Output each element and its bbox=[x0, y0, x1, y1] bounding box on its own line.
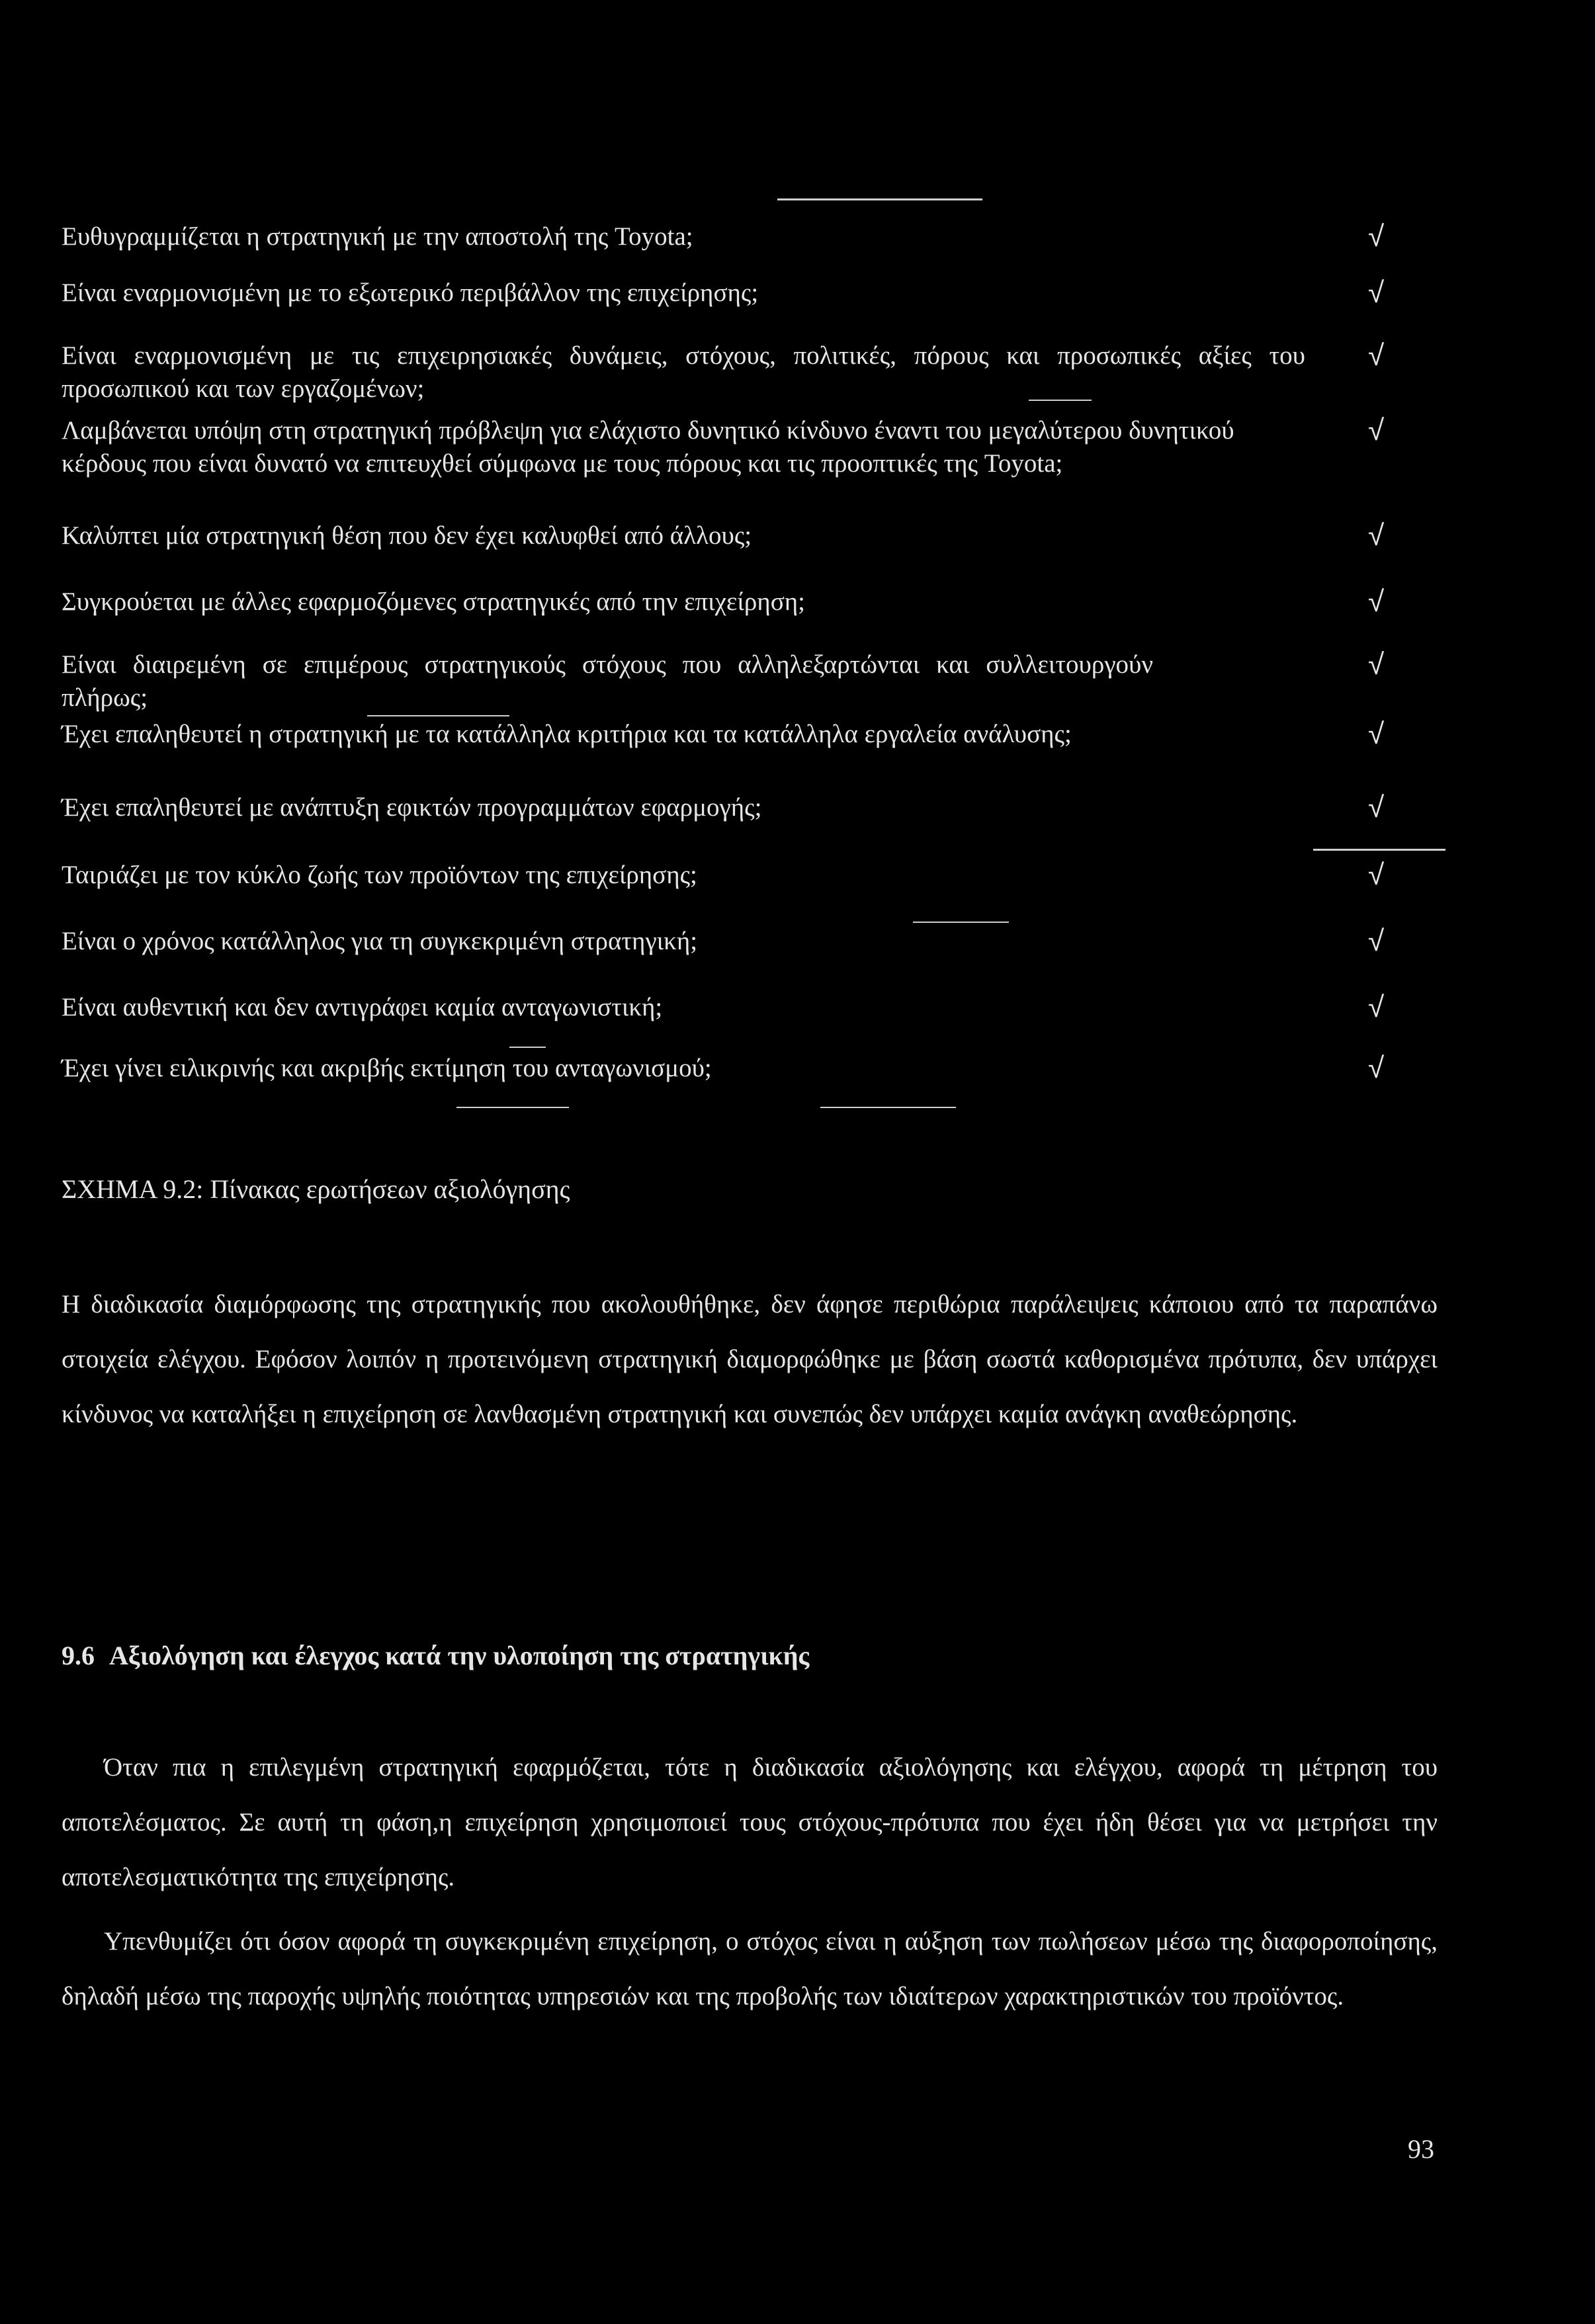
checklist-item bbox=[62, 717, 1385, 751]
section-title: Αξιολόγηση και έλεγχος κατά την υλοποίηση της στρατηγικής bbox=[109, 1641, 810, 1670]
checklist-item bbox=[62, 924, 1385, 958]
check-mark-icon: √ bbox=[1368, 519, 1385, 552]
checklist-question: Έχει επαληθευτεί με ανάπτυξη εφικτών προγραμμάτων εφαρμογής; bbox=[62, 793, 762, 822]
checklist-question: Συγκρούεται με άλλες εφαρμοζόμενες στρατηγικές από την επιχείρηση; bbox=[62, 587, 805, 616]
check-mark-icon: √ bbox=[1368, 924, 1385, 958]
checklist-question: Έχει επαληθευτεί η στρατηγική με τα κατάλληλα κριτήρια και τα κατάλληλα εργαλεία ανάλυσης; bbox=[62, 720, 1072, 748]
checklist-item bbox=[62, 585, 1385, 619]
checklist-item bbox=[62, 990, 1385, 1024]
checklist-item bbox=[62, 791, 1385, 824]
separator-line bbox=[913, 922, 1009, 923]
check-mark-icon: √ bbox=[1368, 858, 1385, 892]
separator-line bbox=[509, 1047, 546, 1048]
checklist-question: Ταιριάζει με τον κύκλο ζωής των προϊόντων της επιχείρησης; bbox=[62, 861, 697, 889]
checklist-item bbox=[62, 339, 1385, 406]
check-mark-icon: √ bbox=[1368, 220, 1385, 253]
section-number: 9.6 bbox=[62, 1641, 95, 1670]
checklist-item bbox=[62, 519, 1385, 552]
separator-line bbox=[820, 1107, 956, 1108]
page-number: 93 bbox=[1408, 2134, 1434, 2164]
check-mark-icon: √ bbox=[1368, 585, 1385, 619]
checklist-question: Είναι ο χρόνος κατάλληλος για τη συγκεκριμένη στρατηγική; bbox=[62, 927, 698, 955]
checklist-question: Καλύπτει μία στρατηγική θέση που δεν έχει καλυφθεί από άλλους; bbox=[62, 521, 752, 550]
checklist-item bbox=[62, 276, 1385, 310]
checklist-question: Ευθυγραμμίζεται η στρατηγική με την αποστολή της Toyota; bbox=[62, 222, 693, 251]
figure-caption: ΣΧΗΜΑ 9.2: Πίνακας ερωτήσεων αξιολόγησης bbox=[62, 1174, 570, 1204]
checklist-item bbox=[62, 1051, 1385, 1085]
check-mark-icon: √ bbox=[1368, 413, 1385, 447]
checklist-question: Είναι αυθεντική και δεν αντιγράφει καμία ανταγωνιστική; bbox=[62, 993, 663, 1021]
separator-line bbox=[777, 198, 982, 200]
check-mark-icon: √ bbox=[1368, 717, 1385, 751]
separator-line bbox=[1313, 849, 1445, 851]
section-heading bbox=[62, 1637, 809, 1674]
body-paragraph: Η διαδικασία διαμόρφωσης της στρατηγικής που ακολουθήθηκε, δεν άφησε περιθώρια παράλειψεις κάποιου από τα παραπάνω στοιχεία ελέγχου. Εφόσον λοιπόν η προτεινόμενη στρατηγική διαμορφώθηκε με βάση σωστά καθορισμένα πρότυπα, δεν υπάρχει κίνδυνος να καταλήξει η επιχείρηση σε λανθασμένη στρατηγική και συνεπώς δεν υπάρχει καμία ανάγκη αναθεώρησης. bbox=[62, 1290, 1438, 1428]
checklist-item bbox=[62, 648, 1385, 714]
check-mark-icon: √ bbox=[1368, 276, 1385, 310]
separator-line bbox=[456, 1107, 569, 1108]
check-mark-icon: √ bbox=[1368, 1051, 1385, 1085]
checklist-question: Είναι εναρμονισμένη με τις επιχειρησιακές δυνάμεις, στόχους, πολιτικές, πόρους και προσωπικές αξίες του προσωπικού και των εργαζομένων; bbox=[62, 341, 1305, 403]
separator-line bbox=[367, 715, 509, 716]
checklist-item bbox=[62, 413, 1385, 480]
section-paragraph: Όταν πια η επιλεγμένη στρατηγική εφαρμόζεται, τότε η διαδικασία αξιολόγησης και ελέγχου, αφορά τη μέτρηση του αποτελέσματος. Σε αυτή τη φάση,η επιχείρηση χρησιμοποιεί τους στόχους-πρότυπα που έχει ήδη θέσει για να μετρήσει την αποτελεσματικότητα της επιχείρησης. bbox=[62, 1753, 1438, 1891]
check-mark-icon: √ bbox=[1368, 791, 1385, 824]
checklist-question: Έχει γίνει ειλικρινής και ακριβής εκτίμηση του ανταγωνισμού; bbox=[62, 1054, 712, 1082]
section-paragraph: Υπενθυμίζει ότι όσον αφορά τη συγκεκριμένη επιχείρηση, ο στόχος είναι η αύξηση των πωλήσεων μέσω της διαφοροποίησης, δηλαδή μέσω της παροχής υψηλής ποιότητας υπηρεσιών και της προβολής των ιδιαίτερων χαρακτηριστικών του προϊόντος. bbox=[62, 1927, 1438, 2010]
check-mark-icon: √ bbox=[1368, 648, 1385, 681]
checklist-item bbox=[62, 220, 1385, 253]
checklist-question: Είναι διαιρεμένη σε επιμέρους στρατηγικούς στόχους που αλληλεξαρτώνται και συλλειτουργούν πλήρως; bbox=[62, 650, 1153, 712]
check-mark-icon: √ bbox=[1368, 339, 1385, 372]
checklist-question: Λαμβάνεται υπόψη στη στρατηγική πρόβλεψη για ελάχιστο δυνητικό κίνδυνο έναντι του μεγαλύτερου δυνητικού κέρδους που είναι δυνατό να επιτευχθεί σύμφωνα με τους πόρους και τις προοπτικές της Toyota; bbox=[62, 416, 1234, 478]
check-mark-icon: √ bbox=[1368, 990, 1385, 1024]
checklist-item bbox=[62, 858, 1385, 892]
checklist-question: Είναι εναρμονισμένη με το εξωτερικό περιβάλλον της επιχείρησης; bbox=[62, 279, 759, 307]
